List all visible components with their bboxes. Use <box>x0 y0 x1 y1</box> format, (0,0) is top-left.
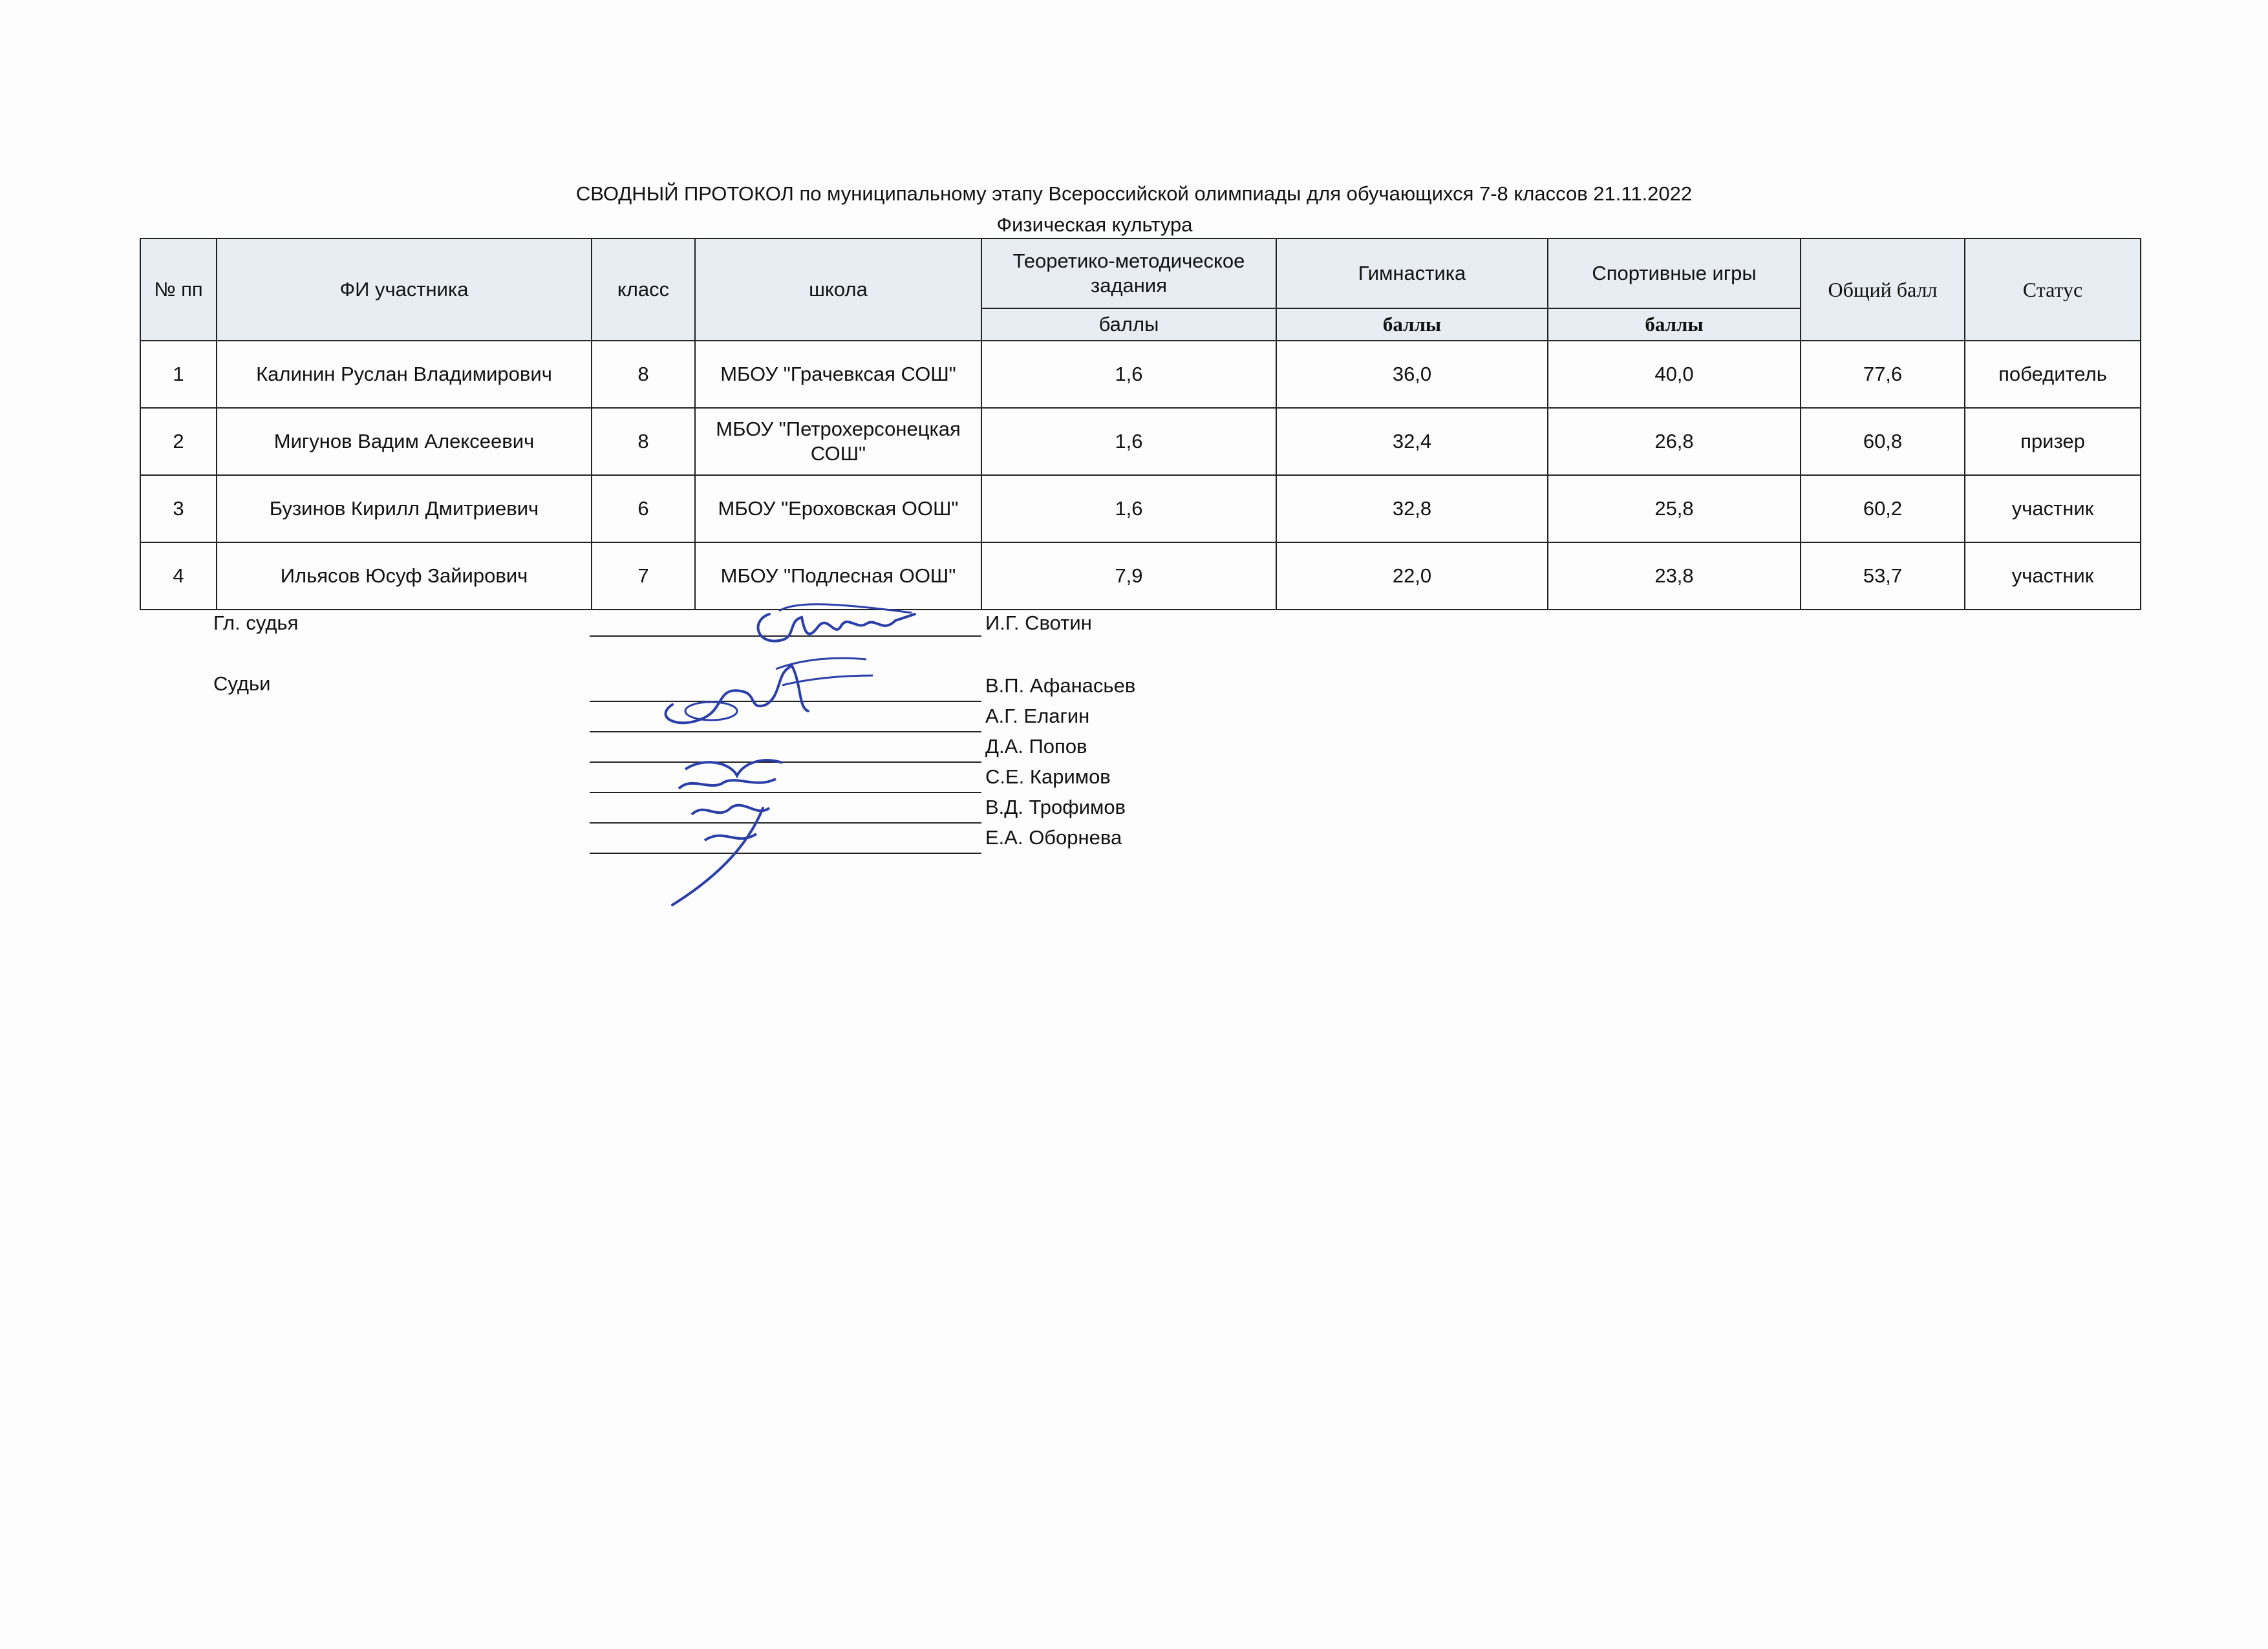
subheader-gymnastics-points: баллы <box>1276 308 1548 341</box>
col-header-fio: ФИ участника <box>217 239 592 341</box>
cell-class: 7 <box>592 542 695 610</box>
cell-total: 77,6 <box>1801 341 1965 408</box>
cell-status: участник <box>1965 475 2141 542</box>
cell-num: 2 <box>140 408 217 475</box>
col-header-sport-games: Спортивные игры <box>1548 239 1801 308</box>
judge-name: А.Г. Елагин <box>985 705 1090 727</box>
subheader-games-points: баллы <box>1548 308 1801 341</box>
cell-class: 6 <box>592 475 695 542</box>
judge-name: В.Д. Трофимов <box>985 796 1126 818</box>
cell-num: 4 <box>140 542 217 610</box>
cell-school: МБОУ "Подлесная ООШ" <box>695 542 981 610</box>
cell-fio: Бузинов Кирилл Дмитриевич <box>217 475 592 542</box>
table-row <box>140 408 2141 475</box>
judges-label: Судьи <box>213 672 271 695</box>
judges-names-list <box>985 670 1135 853</box>
table-header-row <box>140 239 2141 308</box>
cell-fio: Мигунов Вадим Алексеевич <box>217 408 592 475</box>
chief-judge-name: И.Г. Свотин <box>985 612 1092 634</box>
col-header-status: Статус <box>1965 239 2141 341</box>
cell-gymnastics: 32,4 <box>1276 408 1548 475</box>
cell-status: победитель <box>1965 341 2141 408</box>
chief-judge-signature <box>744 595 925 653</box>
cell-num: 1 <box>140 341 217 408</box>
cell-class: 8 <box>592 341 695 408</box>
judge-name: С.Е. Каримов <box>985 765 1111 788</box>
judge-name: Е.А. Оборнева <box>985 826 1122 849</box>
cell-school: МБОУ "Петрохерсонецкая СОШ" <box>695 408 981 475</box>
cell-class: 8 <box>592 408 695 475</box>
cell-theory: 7,9 <box>981 542 1276 610</box>
cell-sport-games: 23,8 <box>1548 542 1801 610</box>
cell-num: 3 <box>140 475 217 542</box>
cell-gymnastics: 36,0 <box>1276 341 1548 408</box>
col-header-gymnastics: Гимнастика <box>1276 239 1548 308</box>
cell-status: призер <box>1965 408 2141 475</box>
table-row <box>140 341 2141 408</box>
table-row <box>140 542 2141 610</box>
cell-fio: Ильясов Юсуф Зайирович <box>217 542 592 610</box>
cell-status: участник <box>1965 542 2141 610</box>
chief-judge-label: Гл. судья <box>213 612 299 634</box>
cell-school: МБОУ "Ероховская ООШ" <box>695 475 981 542</box>
cell-sport-games: 40,0 <box>1548 341 1801 408</box>
col-header-class: класс <box>592 239 695 341</box>
cell-sport-games: 26,8 <box>1548 408 1801 475</box>
table-row <box>140 475 2141 542</box>
document-title: СВОДНЫЙ ПРОТОКОЛ по муниципальному этапу Всероссийской олимпиады для обучающихся 7-8 классов 21.11.2022 <box>575 182 1693 205</box>
cell-gymnastics: 32,8 <box>1276 475 1548 542</box>
cell-total: 60,2 <box>1801 475 1965 542</box>
cell-school: МБОУ "Грачевксая СОШ" <box>695 341 981 408</box>
col-header-num: № пп <box>140 239 217 341</box>
col-header-school: школа <box>695 239 981 341</box>
judge-name: Д.А. Попов <box>985 735 1087 758</box>
judge-signature <box>666 730 834 911</box>
judge-signature <box>653 646 886 737</box>
cell-theory: 1,6 <box>981 408 1276 475</box>
cell-gymnastics: 22,0 <box>1276 542 1548 610</box>
document-subject: Физическая культура <box>996 213 1193 236</box>
cell-total: 53,7 <box>1801 542 1965 610</box>
col-header-total: Общий балл <box>1801 239 1965 341</box>
col-header-theory: Теоретико-методическое задания <box>981 239 1276 308</box>
cell-fio: Калинин Руслан Владимирович <box>217 341 592 408</box>
cell-theory: 1,6 <box>981 341 1276 408</box>
results-table <box>140 238 2141 610</box>
subheader-theory-points: баллы <box>981 308 1276 341</box>
cell-total: 60,8 <box>1801 408 1965 475</box>
judge-name: В.П. Афанасьев <box>985 674 1136 697</box>
cell-sport-games: 25,8 <box>1548 475 1801 542</box>
cell-theory: 1,6 <box>981 475 1276 542</box>
